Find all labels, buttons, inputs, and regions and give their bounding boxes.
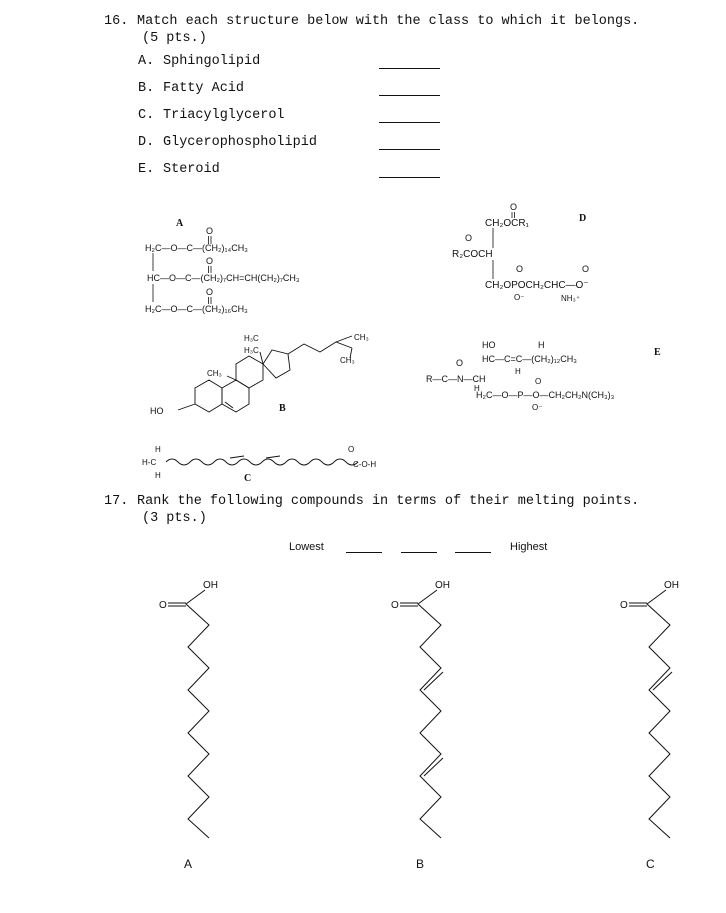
- double-bond: [424, 672, 443, 690]
- option-text: Sphingolipid: [163, 54, 261, 69]
- phosphate-oxygen: O⁻: [514, 293, 525, 302]
- structure-d-row1: CH₂OCR₁: [485, 218, 529, 229]
- carbonyl-oxygen: O: [348, 445, 355, 454]
- hydroxyl-label: HO: [150, 406, 164, 416]
- structure-e-row1: HC—C=C—(CH₂)₁₂CH₃: [482, 354, 577, 364]
- carbonyl-oxygen: O: [206, 226, 214, 236]
- structure-a-row2: HC—O—C—(CH₂)₇CH=CH(CH₂)₇CH₃: [147, 273, 300, 283]
- carboxyl-group: C-O-H: [353, 460, 377, 469]
- q16-points: (5 pts.): [142, 31, 207, 46]
- phosphoryl-oxygen: O: [535, 377, 542, 386]
- hydrogen-label: H: [474, 384, 480, 393]
- carbonyl-oxygen: O: [391, 600, 399, 611]
- structure-d-row2: R₂COCH: [452, 249, 493, 260]
- double-bond: [424, 758, 443, 776]
- hydroxyl-label: OH: [435, 580, 450, 591]
- compound-c-label: C: [646, 857, 655, 871]
- methyl-label: H₃C: [244, 334, 259, 343]
- hydroxyl-label: OH: [664, 580, 679, 591]
- structure-d-label: D: [579, 213, 587, 224]
- phosphoryl-oxygen: O: [516, 264, 524, 274]
- methyl-hc: H-C: [142, 458, 157, 467]
- option-letter: D.: [138, 135, 155, 150]
- unsaturated-chain: [647, 590, 670, 838]
- option-letter: A.: [138, 54, 155, 69]
- carbonyl-oxygen: O: [582, 264, 590, 274]
- q17-number: 17.: [104, 494, 129, 509]
- option-text: Triacylglycerol: [163, 108, 285, 123]
- methyl-label: CH₃: [340, 356, 355, 365]
- highest-label: Highest: [510, 541, 548, 553]
- methyl-h: H: [155, 445, 161, 454]
- option-text: Fatty Acid: [163, 81, 245, 96]
- hydrogen-label: H: [515, 367, 521, 376]
- compound-b: [391, 580, 450, 871]
- phosphate-oxygen: O⁻: [532, 403, 543, 412]
- option-letter: E.: [138, 162, 155, 177]
- hydroxyl-label: OH: [203, 580, 218, 591]
- q16-number: 16.: [104, 14, 129, 29]
- methyl-label: CH₃: [354, 333, 369, 342]
- saturated-chain: [186, 590, 209, 838]
- compound-b-label: B: [416, 857, 425, 871]
- double-bond: [653, 672, 672, 690]
- q17-prompt: Rank the following compounds in terms of their melting points.: [137, 494, 640, 509]
- option-letter: B.: [138, 81, 155, 96]
- carbonyl-oxygen: O: [510, 202, 518, 212]
- structure-d-row3: CH₂OPOCH₂CHC—O⁻: [485, 280, 589, 291]
- structure-b-label: B: [279, 403, 286, 414]
- structure-c-label: C: [244, 473, 252, 484]
- carbonyl-oxygen: O: [465, 233, 473, 243]
- carbonyl-oxygen: O: [159, 600, 167, 611]
- option-text: Glycerophospholipid: [163, 135, 317, 150]
- compound-c: [620, 580, 679, 871]
- option-letter: C.: [138, 108, 155, 123]
- hydroxyl-label: HO: [482, 340, 496, 350]
- carbonyl-oxygen: O: [620, 600, 628, 611]
- q17-points: (3 pts.): [142, 511, 207, 526]
- carbonyl-oxygen: O: [206, 256, 214, 266]
- q16-prompt: Match each structure below with the class to which it belongs.: [137, 14, 640, 29]
- structure-a-label: A: [176, 218, 184, 229]
- structure-a-row1: H₂C—O—C—(CH₂)₁₄CH₃: [145, 243, 248, 253]
- methyl-label: CH₃: [207, 369, 222, 378]
- hydrogen-label: H: [538, 340, 545, 350]
- compound-a-label: A: [184, 857, 193, 871]
- carbonyl-oxygen: O: [206, 287, 214, 297]
- methyl-h: H: [155, 471, 161, 480]
- carbonyl-oxygen: O: [456, 358, 464, 368]
- structure-e-row3: H₂C—O—P—O—CH₂CH₂N(CH₃)₃: [476, 390, 615, 400]
- structure-e-row2: R—C—N—CH: [426, 374, 486, 384]
- lowest-label: Lowest: [289, 541, 324, 553]
- amino-group: NH₃⁺: [561, 294, 581, 303]
- compound-a: [159, 580, 218, 871]
- structure-a-row3: H₂C—O—C—(CH₂)₁₆CH₃: [145, 304, 248, 314]
- option-text: Steroid: [163, 162, 220, 177]
- methyl-label: H₃C: [244, 346, 259, 355]
- unsaturated-chain: [418, 590, 441, 838]
- structure-e-label: E: [654, 347, 661, 358]
